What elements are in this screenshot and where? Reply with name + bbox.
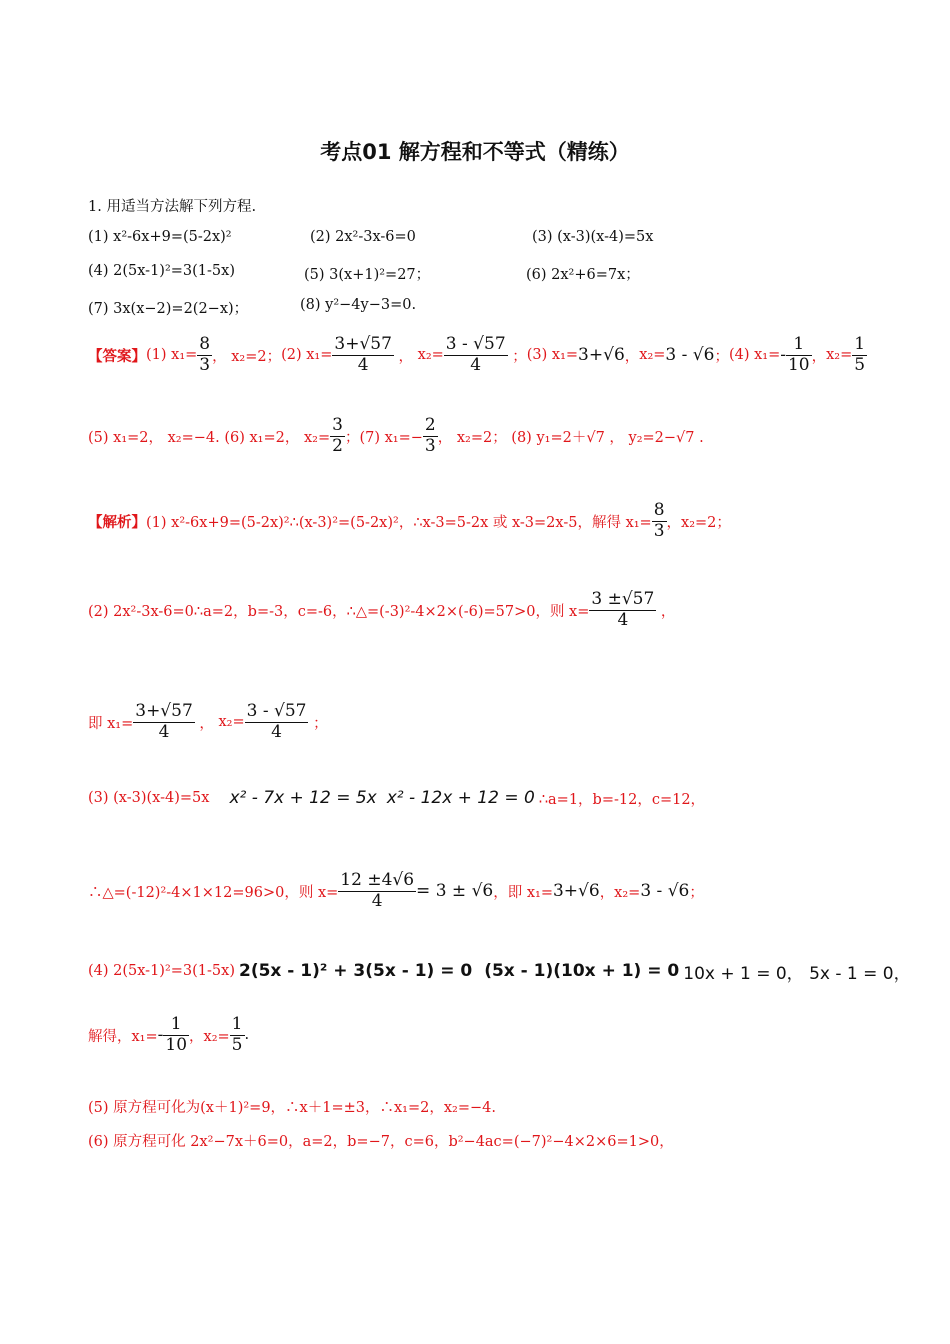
answer-part3-x2-label: x₂= — [639, 347, 666, 363]
fraction-one-fifth: $\frac{1}{5}$ — [854, 333, 866, 375]
analysis-step-3: (3) (x-3)(x-4)=5x x² - 7x + 12 = 5x x² - 12x + 12 = 0 ∴a=1，b=-12，c=12， — [88, 788, 706, 808]
answer-part1-label: (1) x₁= — [146, 347, 198, 363]
question-item-8: (8) y²−4y−3=0. — [300, 297, 417, 313]
fraction-one-tenth-analysis: $\frac{1}{10}$ — [165, 1013, 188, 1055]
analysis-step-3b: ∴△=(-12)²-4×1×12=96>0，则 x= $\frac{12 \pm 4√6}{4}$ = 3 ± √6 ，即 x₁= 3+√6 ，x₂= 3 - √6 ； — [88, 869, 704, 911]
answer-line-2 — [88, 412, 704, 460]
answer-part7-label: ；(7) x₁=− — [344, 429, 423, 446]
answer-line-1: 【答案】 (1) x₁= $\frac{8}{3}$ ， x₂=2； (2) x₁= $\frac{3+√57}{4}$ ， x₂= $\frac{3 - √57}{4}$ ； (3) x₁= 3+√6 ， x₂= 3 - √6 ； (4) x₁= - $\frac{1}{10}$ ， x₂= $\frac{1}{5}$ — [88, 333, 866, 375]
equation-factor-1: 2(5x - 1)² + 3(5x - 1) = 0 — [239, 961, 473, 981]
equation-expanded: x² - 7x + 12 = 5x — [229, 788, 377, 808]
answer-part8: ， x₂=2； (8) y₁=2＋√7 ， y₂=2−√7 . — [437, 429, 704, 446]
question-stem: 1. 用适当方法解下列方程. — [88, 199, 257, 215]
question-item-1: (1) x²-6x+9=(5-2x)² — [88, 229, 232, 245]
analysis-step-2b: 即 x₁= $\frac{3+√57}{4}$ ， x₂= $\frac{3 - √57}{4}$ ； — [88, 700, 328, 742]
analysis-step-6: (6) 原方程可化 2x²−7x＋6=0，a=2，b=−7，c=6，b²−4ac=(−7)²−4×2×6=1>0， — [88, 1134, 674, 1150]
answer-part3-x1: 3+√6 — [578, 345, 625, 365]
analysis-step-4b: 解得，x₁= - $\frac{1}{10}$ ，x₂= $\frac{1}{5}$ . — [88, 1013, 250, 1055]
page-title: 考点01 解方程和不等式（精练） — [320, 140, 630, 164]
fraction-one-tenth: $\frac{1}{10}$ — [787, 333, 810, 375]
equation-roots: 10x + 1 = 0， 5x - 1 = 0， — [683, 963, 911, 984]
analysis-step-4: (4) 2(5x-1)²=3(1-5x) 2(5x - 1)² + 3(5x - 1) = 0 (5x - 1)(10x + 1) = 0 10x + 1 = 0， 5x - 1 = 0， — [88, 953, 911, 989]
answer-part3-label: (3) x₁= — [526, 347, 579, 363]
question-item-7: (7) 3x(x−2)=2(2−x)； — [88, 301, 249, 317]
fraction-three-minus-sqrt57-analysis: $\frac{3 - √57}{4}$ — [246, 700, 307, 742]
analysis-step-5: (5) 原方程可化为(x＋1)²=9，∴x＋1=±3，∴x₁=2，x₂=−4. — [88, 1100, 496, 1116]
answer-part2-x2-label: x₂= — [417, 347, 444, 363]
question-item-3: (3) (x-3)(x-4)=5x — [532, 229, 654, 245]
equation-result: = 3 ± √6 — [416, 881, 494, 901]
question-item-2: (2) 2x²-3x-6=0 — [310, 229, 416, 245]
answer-part3-x2: 3 - √6 — [665, 345, 715, 365]
fraction-three-halves: $\frac{3}{2}$ — [332, 414, 343, 456]
fraction-twelve-pm: $\frac{12 \pm 4√6}{4}$ — [340, 869, 415, 911]
equation-factor-2: (5x - 1)(10x + 1) = 0 — [484, 961, 680, 981]
answer-tag: 【答案】 — [88, 347, 146, 365]
analysis-tag: 【解析】 — [88, 513, 146, 531]
question-item-4: (4) 2(5x-1)²=3(1-5x) — [88, 263, 235, 279]
question-item-6: (6) 2x²+6=7x； — [526, 267, 640, 283]
equation-simplified: x² - 12x + 12 = 0 — [386, 788, 535, 808]
answer-part4-label: (4) x₁= — [728, 347, 781, 363]
answer-part1-x2: x₂=2； — [231, 348, 282, 365]
fraction-two-thirds: $\frac{2}{3}$ — [424, 414, 436, 456]
question-item-5: (5) 3(x+1)²=27； — [304, 267, 431, 283]
answer-part2-label: (2) x₁= — [281, 347, 333, 363]
analysis-step-1: 【解析】 (1) x²-6x+9=(5-2x)²∴(x-3)²=(5-2x)²，∴x-3=5-2x 或 x-3=2x-5，解得 x₁= $\frac{8}{3}$ ，x₂=2； — [88, 499, 731, 541]
answer-part4-x2-label: x₂= — [826, 347, 853, 363]
analysis-step-2: (2) 2x²-3x-6=0∴a=2，b=-3，c=-6，∴△=(-3)²-4×2×(-6)=57>0，则 x= $\frac{3 \pm√57}{4}$ ， — [88, 588, 676, 630]
fraction-three-plus-sqrt57-analysis: $\frac{3+√57}{4}$ — [135, 700, 193, 742]
fraction-eight-thirds-analysis: $\frac{8}{3}$ — [653, 499, 665, 541]
fraction-one-fifth-analysis: $\frac{1}{5}$ — [231, 1013, 243, 1055]
answer-part5-6: (5) x₁=2， x₂=−4. (6) x₁=2， x₂= — [88, 429, 331, 446]
fraction-three-minus-sqrt57: $\frac{3 - √57}{4}$ — [445, 333, 506, 375]
fraction-three-plus-sqrt57: $\frac{3+√57}{4}$ — [334, 333, 392, 375]
fraction-three-pm-sqrt57: $\frac{3 \pm√57}{4}$ — [591, 588, 655, 630]
fraction-eight-thirds: $\frac{8}{3}$ — [199, 333, 211, 375]
